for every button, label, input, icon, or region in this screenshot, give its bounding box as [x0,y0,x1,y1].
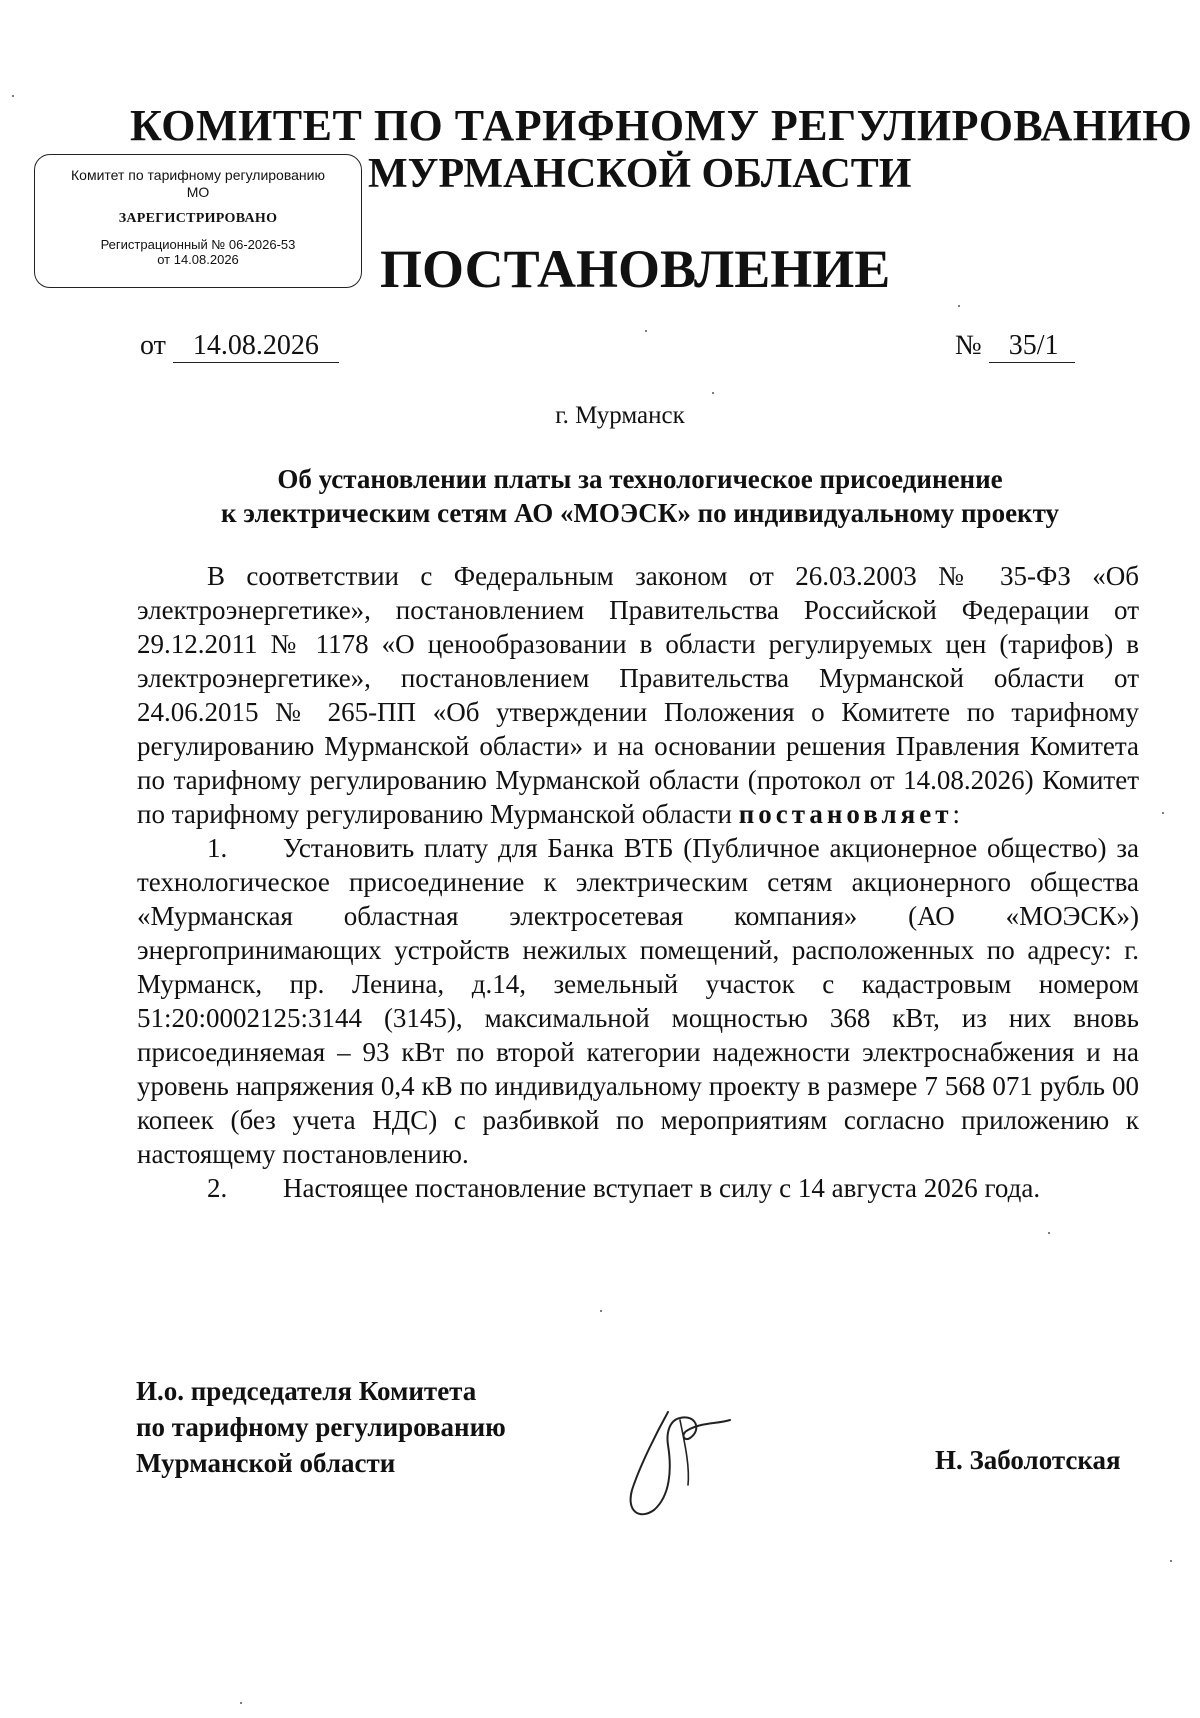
position-line1: И.о. председателя Комитета [136,1376,477,1406]
scan-speck [958,305,960,307]
preamble-paragraph [137,559,1139,831]
committee-name-line2: МУРМАНСКОЙ ОБЛАСТИ [368,151,912,197]
stamp-reg-line1: Регистрационный № 06-2026-53 [100,237,296,252]
scan-speck [712,392,714,394]
handwritten-signature [610,1390,760,1530]
number-label: № [955,330,982,361]
list-item [137,1171,1139,1205]
scan-speck [600,1310,602,1312]
preamble-text: В соответствии с Федеральным законом от 26.03.2003 № 35-ФЗ «Об электроэнергетике», постановлением Правительства Российской Федерации от 29.12.2011 № 1178 «О ценообразовании в области регулируемых цен (тарифов) в электроэнергетике», постановлением Правительства Мурманской области от 24.06.2015 № 265-ПП «Об утверждении Положения о Комитете по тарифному регулированию Мурманской области» и на основании решения Правления Комитета по тарифному регулированию Мурманской области (протокол от 14.08.2026) Комитет по тарифному регулированию Мурманской области [137,561,1139,829]
document-body [137,559,1139,1205]
title-line2: к электрическим сетям АО «МОЭСК» по индивидуальному проекту [220,498,1060,528]
stamp-org: Комитет по тарифному регулированию МО [71,167,325,200]
position-line3: Мурманской области [136,1448,396,1478]
document-date [140,330,339,363]
list-item [137,831,1139,1171]
scan-speck [645,330,647,332]
date-value: 14.08.2026 [173,330,339,363]
item-text: Настоящее постановление вступает в силу с 14 августа 2026 года. [283,1173,1041,1203]
signatory-position [136,1373,506,1481]
scan-speck [1162,812,1164,814]
scan-speck [1170,1560,1172,1562]
date-label: от [140,330,166,361]
scan-speck [12,95,14,97]
item-number: 1. [207,833,228,863]
city: г. Мурманск [555,402,685,429]
stamp-reg-line2: от 14.08.2026 [157,252,239,267]
signatory-name: Н. Заболотская [935,1445,1121,1475]
document-type: ПОСТАНОВЛЕНИЕ [380,239,891,299]
item-text: Установить плату для Банка ВТБ (Публичное акционерное общество) за технологическое присоединение к электрическим сетям акционерного общества «Мурманская областная электросетевая компания» (АО «МОЭСК») энергопринимающих устройств нежилых помещений, расположенных по адресу: г. Мурманск, пр. Ленина, д.14, земельный участок с кадастровым номером 51:20:0002125:3144 (3145), максимальной мощностью 368 кВт, из них вновь присоединяемая – 93 кВт по второй категории надежности электроснабжения и на уровень напряжения 0,4 кВ по индивидуальному проекту в размере 7 568 071 рубль 00 копеек (без учета НДС) с разбивкой по мероприятиям согласно приложению к настоящему постановлению. [137,833,1139,1169]
scan-speck [1048,1232,1050,1234]
registration-stamp [34,154,362,288]
decree-word: постановляет [738,799,953,829]
stamp-status: ЗАРЕГИСТРИРОВАНО [118,211,278,226]
position-line2: по тарифному регулированию [136,1412,506,1442]
decree-punct: : [952,799,960,829]
number-value: 35/1 [989,330,1075,363]
scan-speck [240,1702,242,1704]
document-title [140,462,1140,530]
stamp-reg-number [35,237,361,267]
item-number: 2. [207,1173,228,1203]
committee-name-line1: КОМИТЕТ ПО ТАРИФНОМУ РЕГУЛИРОВАНИЮ [130,101,1193,150]
document-number [955,330,1075,363]
title-line1: Об установлении платы за технологическое присоединение [277,464,1003,494]
